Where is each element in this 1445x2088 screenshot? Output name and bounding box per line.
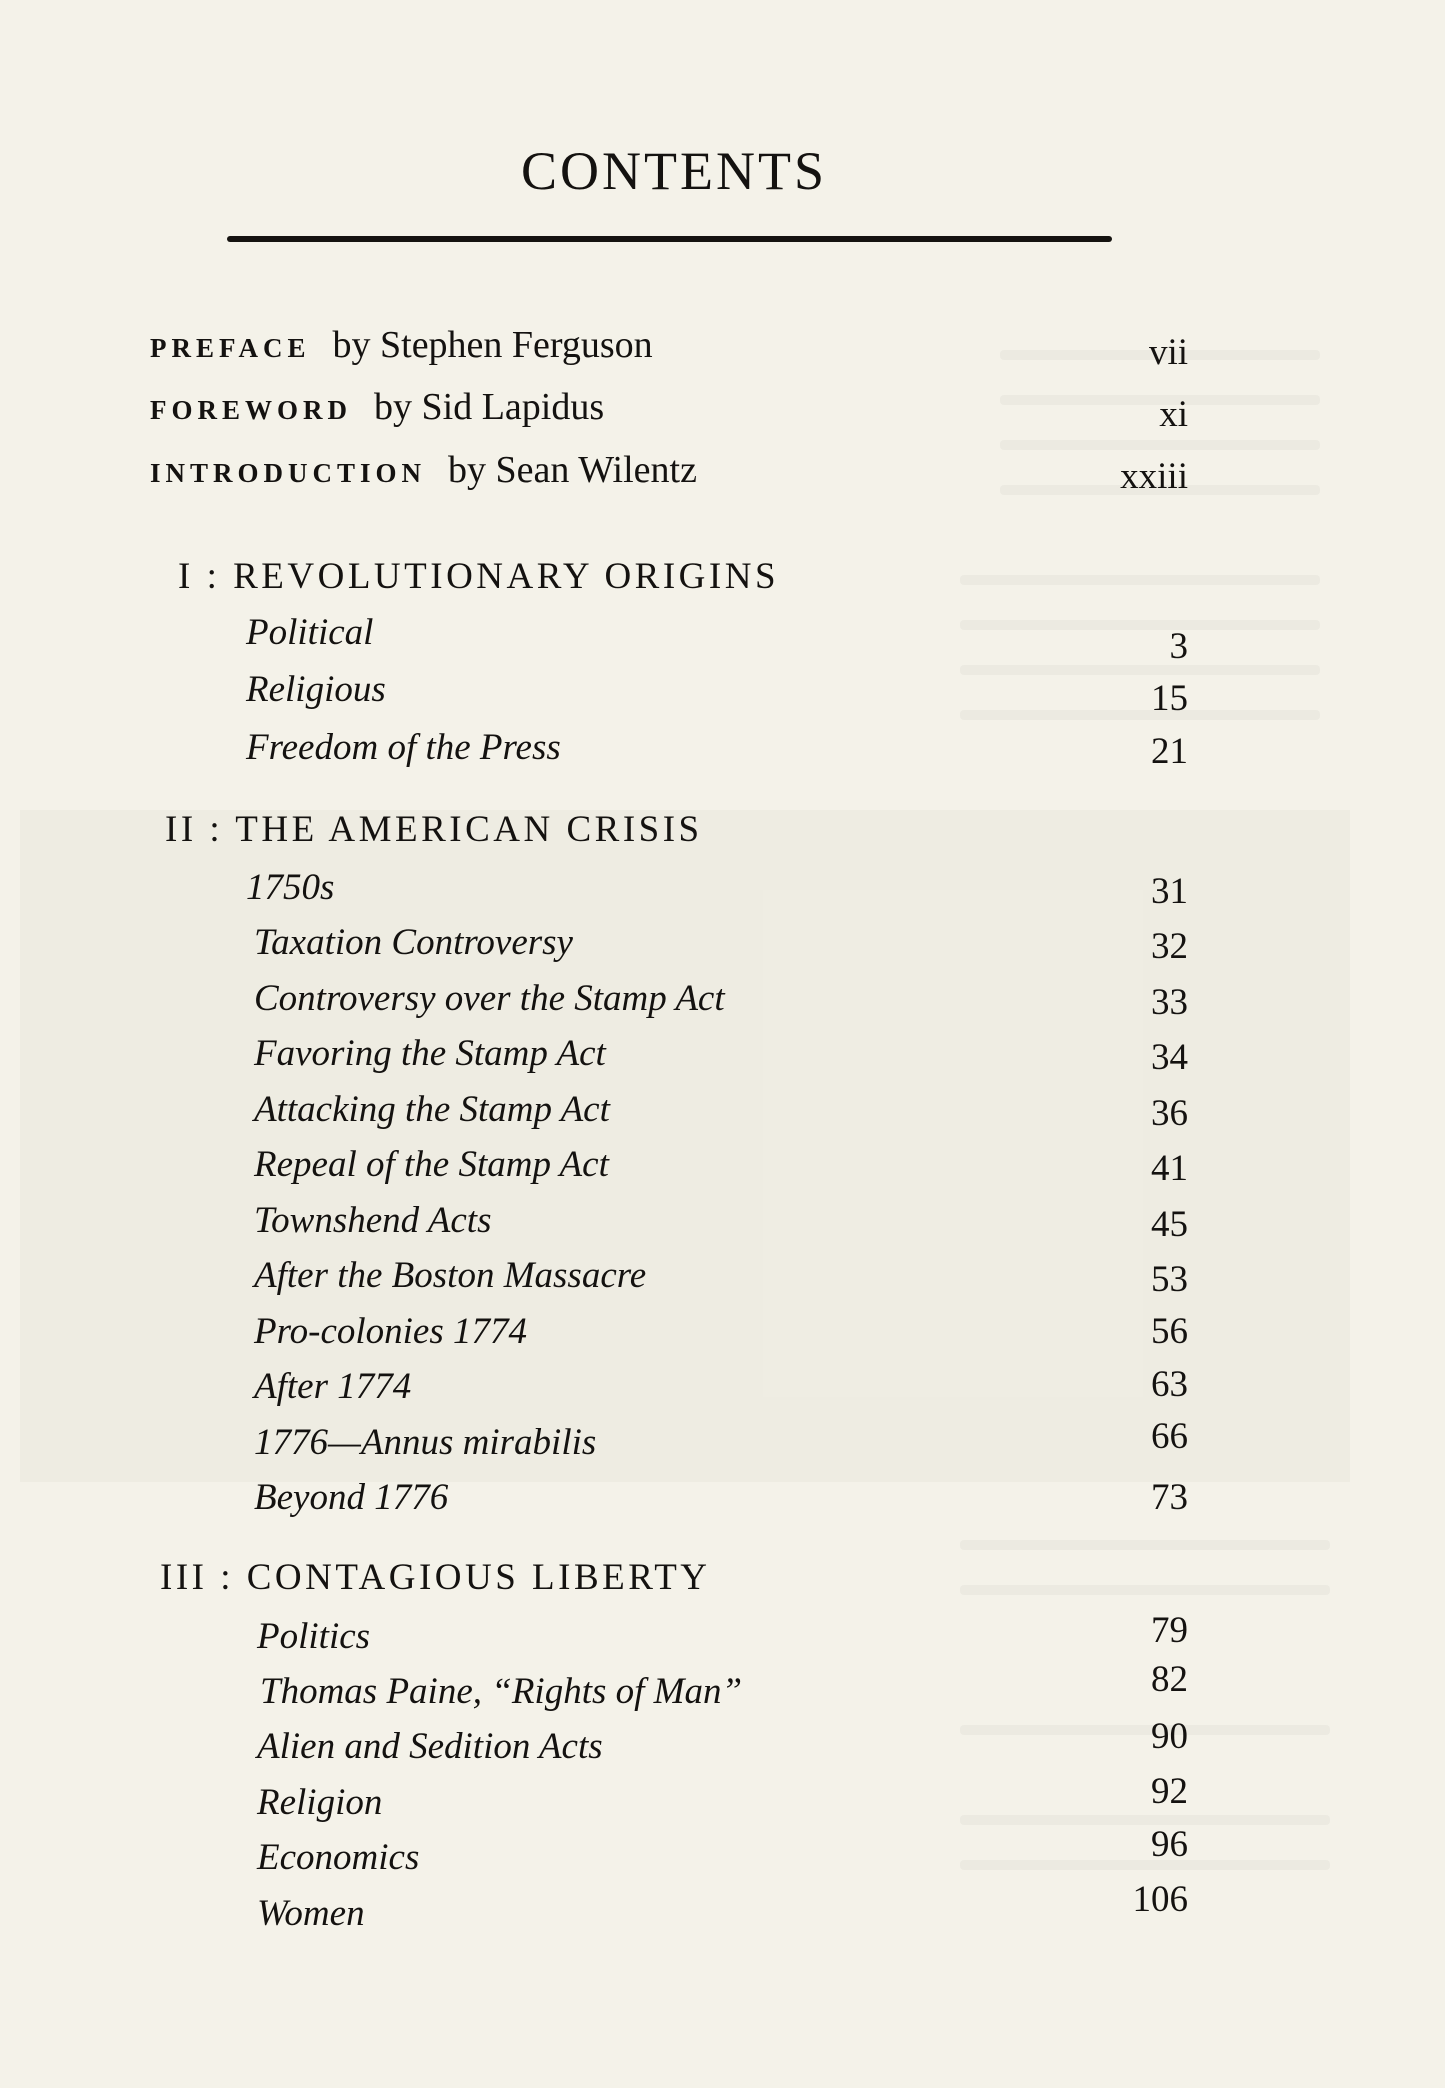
front-matter-label: INTRODUCTION xyxy=(150,458,427,488)
toc-entry: Townshend Acts xyxy=(254,1200,492,1241)
page-number: 15 xyxy=(1151,678,1188,719)
page-number: 63 xyxy=(1151,1364,1188,1405)
toc-entry: Favoring the Stamp Act xyxy=(254,1033,606,1074)
bleed-through-line xyxy=(960,1540,1330,1550)
toc-entry: Thomas Paine, “Rights of Man” xyxy=(260,1671,743,1712)
toc-entry: Pro-colonies 1774 xyxy=(254,1311,528,1352)
page-number: 56 xyxy=(1151,1311,1188,1352)
page-number: 36 xyxy=(1151,1093,1188,1134)
front-matter-preface xyxy=(150,320,653,370)
toc-entry: 1750s xyxy=(246,867,335,908)
page-number: vii xyxy=(1148,332,1188,373)
page-number: 21 xyxy=(1151,731,1188,772)
page-number: 32 xyxy=(1151,926,1188,967)
page-number: 79 xyxy=(1151,1610,1188,1651)
page-number: 82 xyxy=(1151,1659,1188,1700)
part-heading: III : CONTAGIOUS LIBERTY xyxy=(160,1557,711,1598)
toc-entry: Religion xyxy=(257,1782,383,1823)
page-number: xi xyxy=(1159,394,1188,435)
toc-entry: Repeal of the Stamp Act xyxy=(254,1144,609,1185)
page-number: 53 xyxy=(1151,1259,1188,1300)
front-matter-author: by Sean Wilentz xyxy=(448,449,697,491)
bleed-through-line xyxy=(960,665,1320,675)
bleed-through-line xyxy=(960,1860,1330,1870)
page-number: 34 xyxy=(1151,1037,1188,1078)
bleed-through-line xyxy=(960,620,1320,630)
toc-entry: Religious xyxy=(246,669,386,710)
bleed-through-line xyxy=(960,575,1320,585)
page-number: 31 xyxy=(1151,871,1188,912)
title-rule xyxy=(227,236,1112,242)
toc-entry: Freedom of the Press xyxy=(246,727,561,768)
page-number: 66 xyxy=(1151,1416,1188,1457)
bleed-through-line xyxy=(1000,440,1320,450)
bleed-through-line xyxy=(960,710,1320,720)
toc-entry: After 1774 xyxy=(254,1366,412,1407)
front-matter-label: PREFACE xyxy=(150,333,311,363)
page-number: 33 xyxy=(1151,982,1188,1023)
toc-entry: Controversy over the Stamp Act xyxy=(254,978,725,1019)
bleed-through-line xyxy=(960,1725,1330,1735)
page-number: 106 xyxy=(1132,1879,1188,1920)
page-number: 92 xyxy=(1151,1771,1188,1812)
toc-entry: Women xyxy=(257,1893,365,1934)
front-matter-introduction xyxy=(150,445,697,495)
front-matter-author: by Stephen Ferguson xyxy=(332,324,653,366)
page-number: 41 xyxy=(1151,1148,1188,1189)
part-heading: II : THE AMERICAN CRISIS xyxy=(165,809,703,850)
page-number: xxiii xyxy=(1120,456,1188,497)
front-matter-author: by Sid Lapidus xyxy=(374,386,605,428)
toc-entry: Taxation Controversy xyxy=(254,922,573,963)
toc-entry: After the Boston Massacre xyxy=(254,1255,647,1296)
page-number: 90 xyxy=(1151,1716,1188,1757)
toc-entry: Economics xyxy=(257,1837,420,1878)
toc-entry: Attacking the Stamp Act xyxy=(254,1089,610,1130)
toc-entry: Politics xyxy=(257,1616,371,1657)
bleed-through-line xyxy=(960,1585,1330,1595)
page-number: 3 xyxy=(1169,626,1188,667)
front-matter-label: FOREWORD xyxy=(150,395,352,425)
front-matter-foreword xyxy=(150,382,604,432)
page-title: CONTENTS xyxy=(521,141,827,201)
part-heading: I : REVOLUTIONARY ORIGINS xyxy=(178,556,780,597)
bleed-through-line xyxy=(960,1815,1330,1825)
page-number: 73 xyxy=(1151,1477,1188,1518)
page-number: 96 xyxy=(1151,1824,1188,1865)
page-number: 45 xyxy=(1151,1204,1188,1245)
toc-entry: Alien and Sedition Acts xyxy=(257,1726,603,1767)
toc-entry: Beyond 1776 xyxy=(254,1477,449,1518)
toc-entry: Political xyxy=(246,612,374,653)
toc-entry: 1776—Annus mirabilis xyxy=(254,1422,597,1463)
